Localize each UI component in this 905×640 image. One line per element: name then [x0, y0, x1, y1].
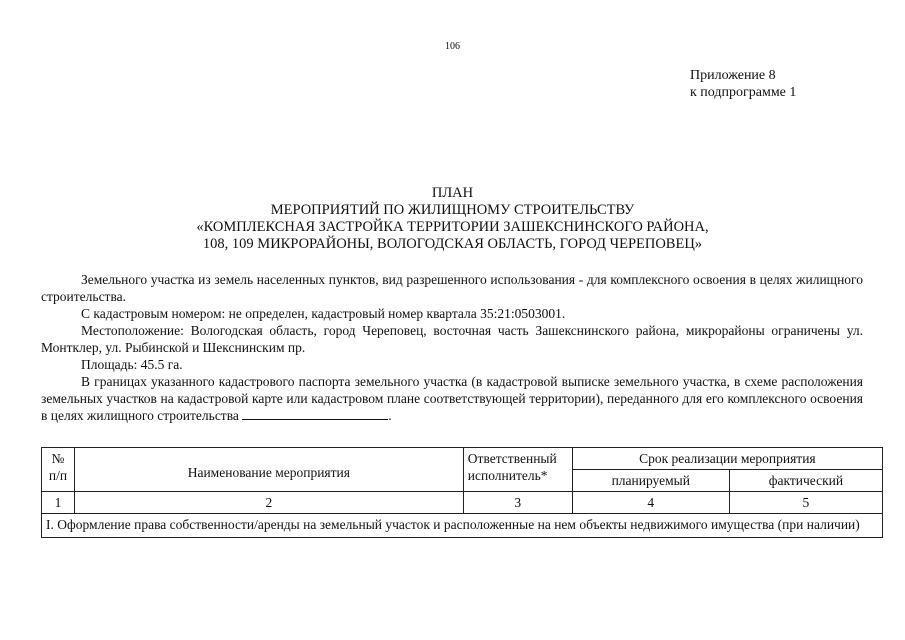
paragraph-boundaries: [41, 373, 863, 424]
header-implementation-term: Срок реализации мероприятия: [572, 448, 882, 470]
title-line-3: «КОМПЛЕКСНАЯ ЗАСТРОЙКА ТЕРРИТОРИИ ЗАШЕКСНИНСКОГО РАЙОНА,: [196, 219, 709, 235]
appendix-line-1: Приложение 8: [690, 68, 776, 83]
table-cell: 3: [463, 492, 572, 514]
table-header-row: [42, 448, 883, 470]
title-line-4: 108, 109 МИКРОРАЙОНЫ, ВОЛОГОДСКАЯ ОБЛАСТЬ, ГОРОД ЧЕРЕПОВЕЦ»: [202, 236, 703, 252]
header-planned: планируемый: [572, 470, 729, 492]
plan-table: [41, 447, 883, 538]
blank-fill-line: [242, 407, 388, 420]
paragraph-location: Местоположение: Вологодская область, город Череповец, восточная часть Зашекснинского района, микрорайоны ограничены ул. Монтклер, ул. Рыбинской и Шекснинским пр.: [41, 323, 863, 355]
section-heading: I. Оформление права собственности/аренды на земельный участок и расположенные на нем объекты недвижимого имущества (при наличии): [42, 514, 883, 538]
appendix-note: [690, 67, 796, 101]
header-responsible: Ответственный исполнитель*: [463, 448, 572, 492]
header-activity-name: Наименование мероприятия: [74, 448, 463, 492]
table-cell: 2: [74, 492, 463, 514]
title-line-2: МЕРОПРИЯТИЙ ПО ЖИЛИЩНОМУ СТРОИТЕЛЬСТВУ: [270, 202, 635, 218]
paragraph-land-use: Земельного участка из земель населенных пунктов, вид разрешенного использования - для комплексного освоения в целях жилищного строительства.: [41, 272, 863, 304]
document-body: [41, 271, 863, 424]
document-title: [0, 185, 905, 253]
table-cell: 5: [729, 492, 882, 514]
paragraph-boundaries-end: .: [388, 408, 392, 423]
table-cell: 1: [42, 492, 75, 514]
table-row-column-numbers: [42, 492, 883, 514]
table-cell: 4: [572, 492, 729, 514]
header-number: № п/п: [42, 448, 75, 492]
paragraph-area: Площадь: 45.5 га.: [81, 357, 183, 372]
appendix-line-2: к подпрограмме 1: [690, 85, 797, 100]
paragraph-cadastral-number: С кадастровым номером: не определен, кадастровый номер квартала 35:21:0503001.: [81, 306, 566, 321]
title-line-1: ПЛАН: [431, 185, 474, 201]
paragraph-boundaries-text: В границах указанного кадастрового паспорта земельного участка (в кадастровой выписке земельного участка, в схеме расположения земельных участков на кадастровой карте или кадастровом плане соответствующей территории), переданного для его комплексного освоения в целях жилищного строительства: [41, 374, 863, 423]
page-number: 106: [445, 41, 460, 52]
table-row-section-1: [42, 514, 883, 538]
header-actual: фактический: [729, 470, 882, 492]
